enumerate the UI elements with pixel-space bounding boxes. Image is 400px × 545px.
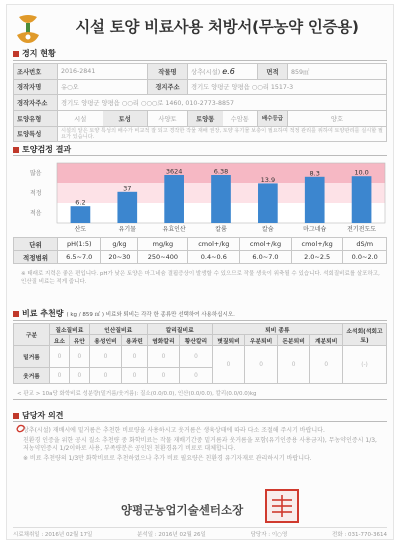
section-bullet-icon <box>13 147 19 153</box>
soil-test-chart <box>27 155 387 235</box>
soil-test-chart-svg <box>27 155 387 235</box>
soil-class: 시설 <box>74 115 87 123</box>
official-seal-icon <box>265 489 299 523</box>
chart-band-label: 적정 <box>30 190 42 197</box>
chart-bar <box>71 206 91 223</box>
field-area: 859㎡ <box>288 64 387 80</box>
owner-name: 유○오 <box>58 79 148 95</box>
page-title: 시설 토양 비료사용 처방서(무농약 인증용) <box>75 18 359 36</box>
chart-data-label: 8.3 <box>309 169 320 178</box>
chart-bar <box>117 192 137 223</box>
section-heading-opinion: 담당자 의견 <box>13 409 63 422</box>
crop-name: 상추(시설) e.6 <box>188 64 258 80</box>
owner-address: 경기도 양평군 양평읍 ○○리 ○○○로 1460, 010-2773-8857 <box>58 95 387 111</box>
parcel-address: 경기도 양평군 양평읍 ○○리 1517-3 <box>188 79 387 95</box>
survey-number: 2016-2841 <box>58 64 148 80</box>
chart-bar <box>305 177 325 223</box>
fertilizer-note: < 판교 > 10a당 화학비료 성분량(밑거름/웃거름): 질소(0.0/0.0), 인산(0.0/0.0), 칼리(0.0/0.0)kg <box>17 391 257 397</box>
chart-category-label: 산도 <box>74 226 87 233</box>
chart-data-label: 3624 <box>165 167 183 176</box>
staff-opinion: 상추(시설) 재배시에 밑거름은 추천한 비료량을 사용하시고 웃거름은 생육상태에 따라 다소 조절해 주시기 바랍니다. 친환경 인증을 위한 공시 질소 추천량 중 화학비료는 작물 재배기간중 밑거름과 웃거름을 포함(유기인증용 사용금지), 무농약인증시 1/3, 저농약인증시 1/2이하로 사용, 부족량분은 공인된 친환경유기 비료로 대체합니다. ※ 비료 추천량의 1/3만 화학비료로 추천하였으나 추가 비료 필요량은 친환경 유기자재로 관리하시기 바랍니다. <box>23 427 377 462</box>
section-heading-soil-test: 토양검정 결과 <box>13 143 71 156</box>
chart-data-label: 6.2 <box>75 198 86 207</box>
section-heading-field-status: 경지 현황 <box>13 47 56 60</box>
chart-band-label: 적음 <box>30 210 42 217</box>
chart-bar <box>164 175 184 223</box>
chart-bar <box>258 183 278 223</box>
unit-range-table <box>13 237 387 264</box>
chart-data-label: 6.38 <box>213 167 229 176</box>
chart-data-label: 37 <box>123 184 132 193</box>
divider <box>13 320 387 321</box>
chart-data-label: 13.9 <box>260 175 276 184</box>
divider <box>13 421 387 422</box>
chart-bar <box>211 175 231 223</box>
fertilizer-table: 구분 질소질비료 인산질비료 칼리질비료 퇴비 종류 소석회(석회고토) 요소 유안 용성인비 용과린 염화칼리 황산칼리 볏짚퇴비 우분퇴비 돈분퇴비 계분퇴비 밑거름 0 0 0 0 0 0 0 0 0 0 (-) 웃거름 0 0 0 0 0 0 <box>13 323 387 384</box>
chart-category-label: 칼슘 <box>262 226 274 233</box>
chart-category-label: 전기전도도 <box>347 226 377 233</box>
table-row: 웃거름 0 0 0 0 0 0 <box>14 368 387 384</box>
drainage-grade: 양호 <box>288 110 387 126</box>
footer: 시료채취일 : 2016년 02월 17일 분석일 : 2016년 02월 26일 담당자 : 이○영 전화 : 031-770-3614 <box>13 527 387 538</box>
center-logo-icon <box>13 13 43 45</box>
divider <box>13 60 387 61</box>
chart-category-label: 유기물 <box>118 226 136 233</box>
soil-characteristics: 시설의 앝은 토양 특성의 배수가 비교적 잘 되고 경작한 작물 재배 권장, 토양 유기물 보충이 필요하며 적정 관리를 위하여 토양관리를 실시할 필요가 있습니다. <box>58 126 387 142</box>
section-heading-fertilizer: 비료 추천량 ( kg / 859 ㎡ ) 비료와 퇴비는 각각 한 종류만 선택하여 사용하십시오. <box>13 307 235 320</box>
chart-category-label: 칼륨 <box>215 226 227 233</box>
section-bullet-icon <box>13 51 19 57</box>
issuer-name: 양평군농업기술센터소장 <box>121 503 244 517</box>
soil-series: 수암통 <box>230 115 249 123</box>
chart-data-label: 10.0 <box>354 168 369 177</box>
prescription-sheet <box>6 4 394 540</box>
chart-bar <box>352 176 372 223</box>
table-row: 밑거름 0 0 0 0 0 0 0 0 0 0 (-) <box>14 346 387 368</box>
soil-note: ※ 태래로 지력은 좋은 편입니다. pH가 낮은 토양은 마그네슘 결핍증상이 발생할 수 있으므로 작물 생육이 위축될 수 있습니다. 석회질비료를 살포하고, 인산질 비료는 적게 줍니다. <box>21 271 380 285</box>
soil-texture: 사양토 <box>148 110 188 126</box>
section-bullet-icon <box>13 311 19 317</box>
handwritten-mark: e.6 <box>222 66 235 76</box>
range-row: 적정범위 6.5~7.0 20~30 250~400 0.4~0.6 6.0~7.0 2.0~2.5 0.0~2.0 <box>14 251 387 264</box>
field-info-table: 조사번호 2016-2841 작물명 상추(시설) e.6 면적 859㎡ 경작자명 유○오 경지주소 경기도 양평군 양평읍 ○○리 1517-3 경작자주소 경기도 양평군 양평읍 ○○리 ○○○로 1460, 010-2773-8857 토양유형 시설 토성 사양토 토양통 수암통 배수등급 양호 토양특성 시설의 앝은 토양 특성의 배수가 비교적 잘 되고 경작한 작물 재배 권장, 토양 유기물 보충이 필요하며 적정 관리를 위하여 토양관리를 실시할 필요가 있습니다. <box>13 63 387 142</box>
chart-category-label: 마그네슘 <box>303 226 327 233</box>
chart-band-label: 많음 <box>30 170 42 177</box>
divider <box>13 399 387 400</box>
chart-category-label: 유효인산 <box>162 226 186 233</box>
section-bullet-icon <box>13 413 19 419</box>
unit-row: 단위 pH(1:5) g/kg mg/kg cmol+/kg cmol+/kg cmol+/kg dS/m <box>14 238 387 251</box>
